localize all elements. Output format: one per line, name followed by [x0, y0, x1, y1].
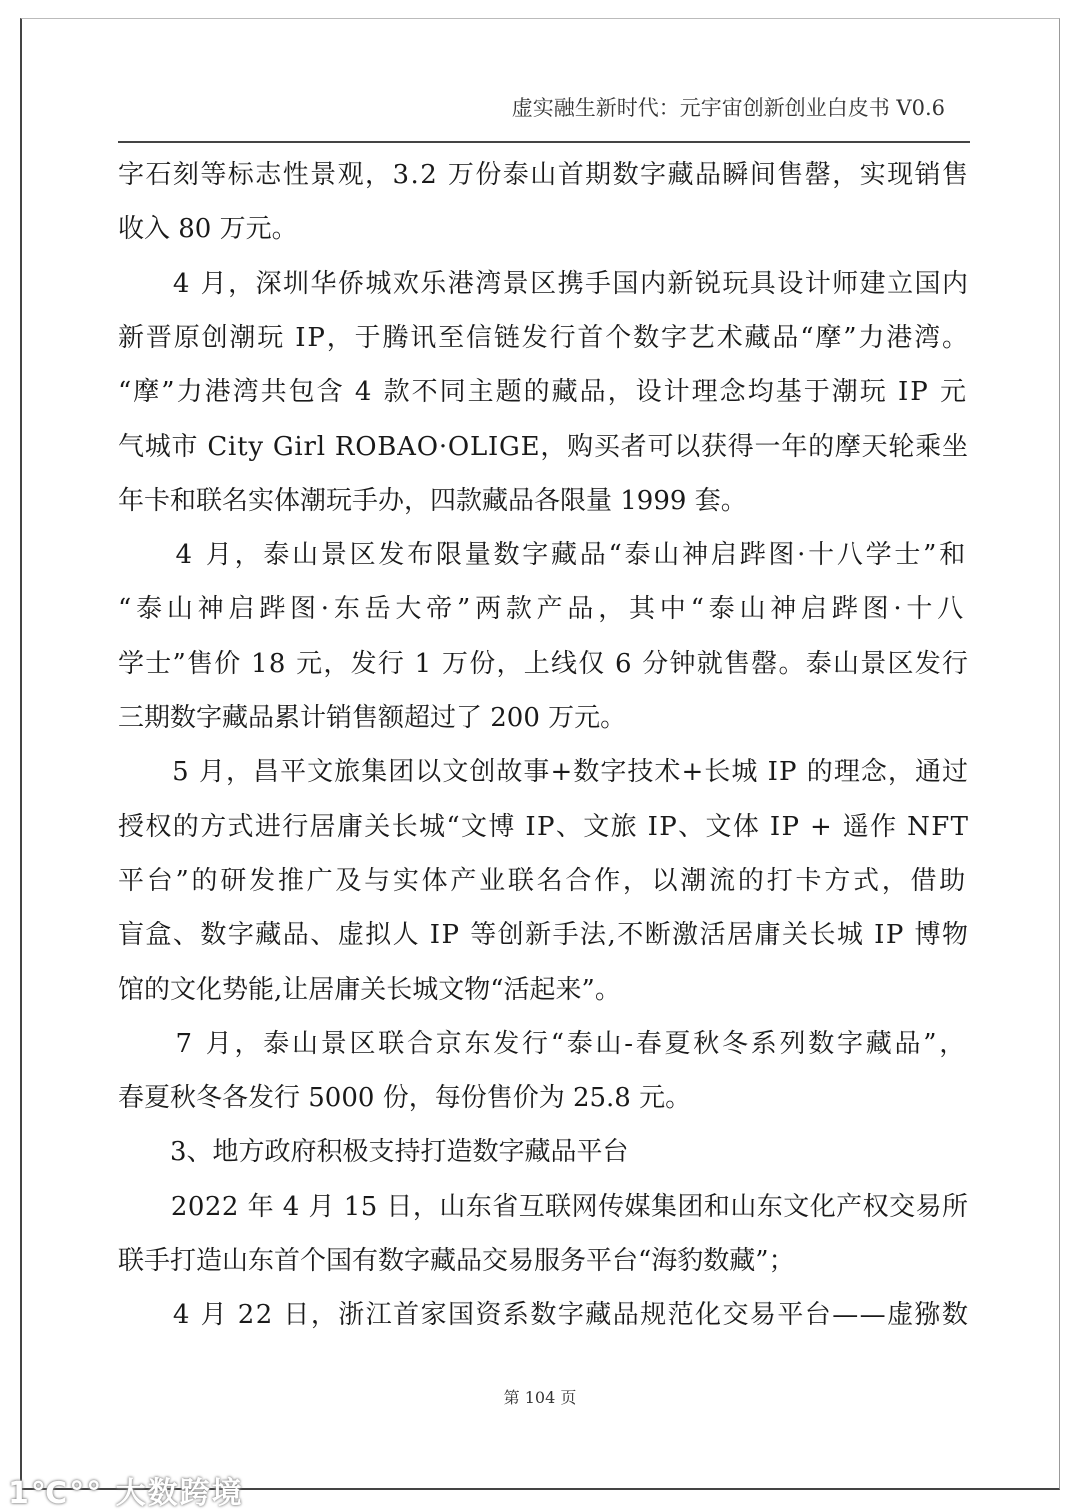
text-line: “泰山神启跸图·东岳大帝”两款产品，其中“泰山神启跸图·十八 — [118, 594, 968, 625]
text-line: 盲盒、数字藏品、虚拟人 IP 等创新手法,不断激活居庸关长城 IP 博物 — [118, 920, 970, 951]
text-line: 4 月 22 日，浙江首家国资系数字藏品规范化交易平台——虚猕数 — [118, 1300, 970, 1331]
watermark-logo: 1℃°° 大数跨境 — [8, 1476, 244, 1511]
text-line: 2022 年 4 月 15 日，山东省互联网传媒集团和山东文化产权交易所 — [118, 1191, 969, 1222]
text-line: 4 月，泰山景区发布限量数字藏品“泰山神启跸图·十八学士”和 — [118, 540, 968, 571]
text-line: 联手打造山东首个国有数字藏品交易服务平台“海豹数藏”； — [118, 1246, 795, 1276]
text-line: 4 月，深圳华侨城欢乐港湾景区携手国内新锐玩具设计师建立国内 — [118, 268, 970, 299]
page-number: 第 104 页 — [503, 1388, 577, 1407]
text-line: 3、地方政府积极支持打造数字藏品平台 — [118, 1137, 629, 1168]
text-line: 7 月，泰山景区联合京东发行“泰山-春夏秋冬系列数字藏品”， — [118, 1028, 968, 1059]
text-line: 三期数字藏品累计销售额超过了 200 万元。 — [118, 703, 627, 733]
text-line: 授权的方式进行居庸关长城“文博 IP、文旅 IP、文体 IP + 遥作 NFT — [118, 811, 970, 842]
text-line: 春夏秋冬各发行 5000 份，每份售价为 25.8 元。 — [118, 1083, 692, 1114]
text-line: “摩”力港湾共包含 4 款不同主题的藏品，设计理念均基于潮玩 IP 元 — [118, 377, 968, 408]
text-line: 字石刻等标志性景观，3.2 万份泰山首期数字藏品瞬间售罄，实现销售 — [118, 160, 970, 190]
text-line: 新晋原创潮玩 IP，于腾讯至信链发行首个数字艺术藏品“摩”力港湾。 — [118, 322, 970, 353]
text-line: 平台”的研发推广及与实体产业联名合作，以潮流的打卡方式，借助 — [118, 865, 968, 896]
text-line: 馆的文化势能,让居庸关长城文物“活起来”。 — [118, 974, 621, 1005]
text-line: 年卡和联名实体潮玩手办，四款藏品各限量 1999 套。 — [118, 485, 747, 516]
text-line: 气城市 City Girl ROBAO·OLIGE，购买者可以获得一年的摩天轮乘坐 — [118, 431, 969, 462]
text-line: 收入 80 万元。 — [118, 214, 298, 245]
watermark-text: 大数跨境 — [115, 1476, 244, 1511]
text-line: 学士”售价 18 元，发行 1 万份，上线仅 6 分钟就售罄。泰山景区发行 — [118, 648, 970, 679]
running-header: 虚实融生新时代：元宇宙创新创业白皮书 V0.6 — [511, 96, 945, 120]
text-line: 5 月，昌平文旅集团以文创故事+数字技术+长城 IP 的理念，通过 — [118, 757, 970, 788]
header-rule — [118, 141, 970, 143]
